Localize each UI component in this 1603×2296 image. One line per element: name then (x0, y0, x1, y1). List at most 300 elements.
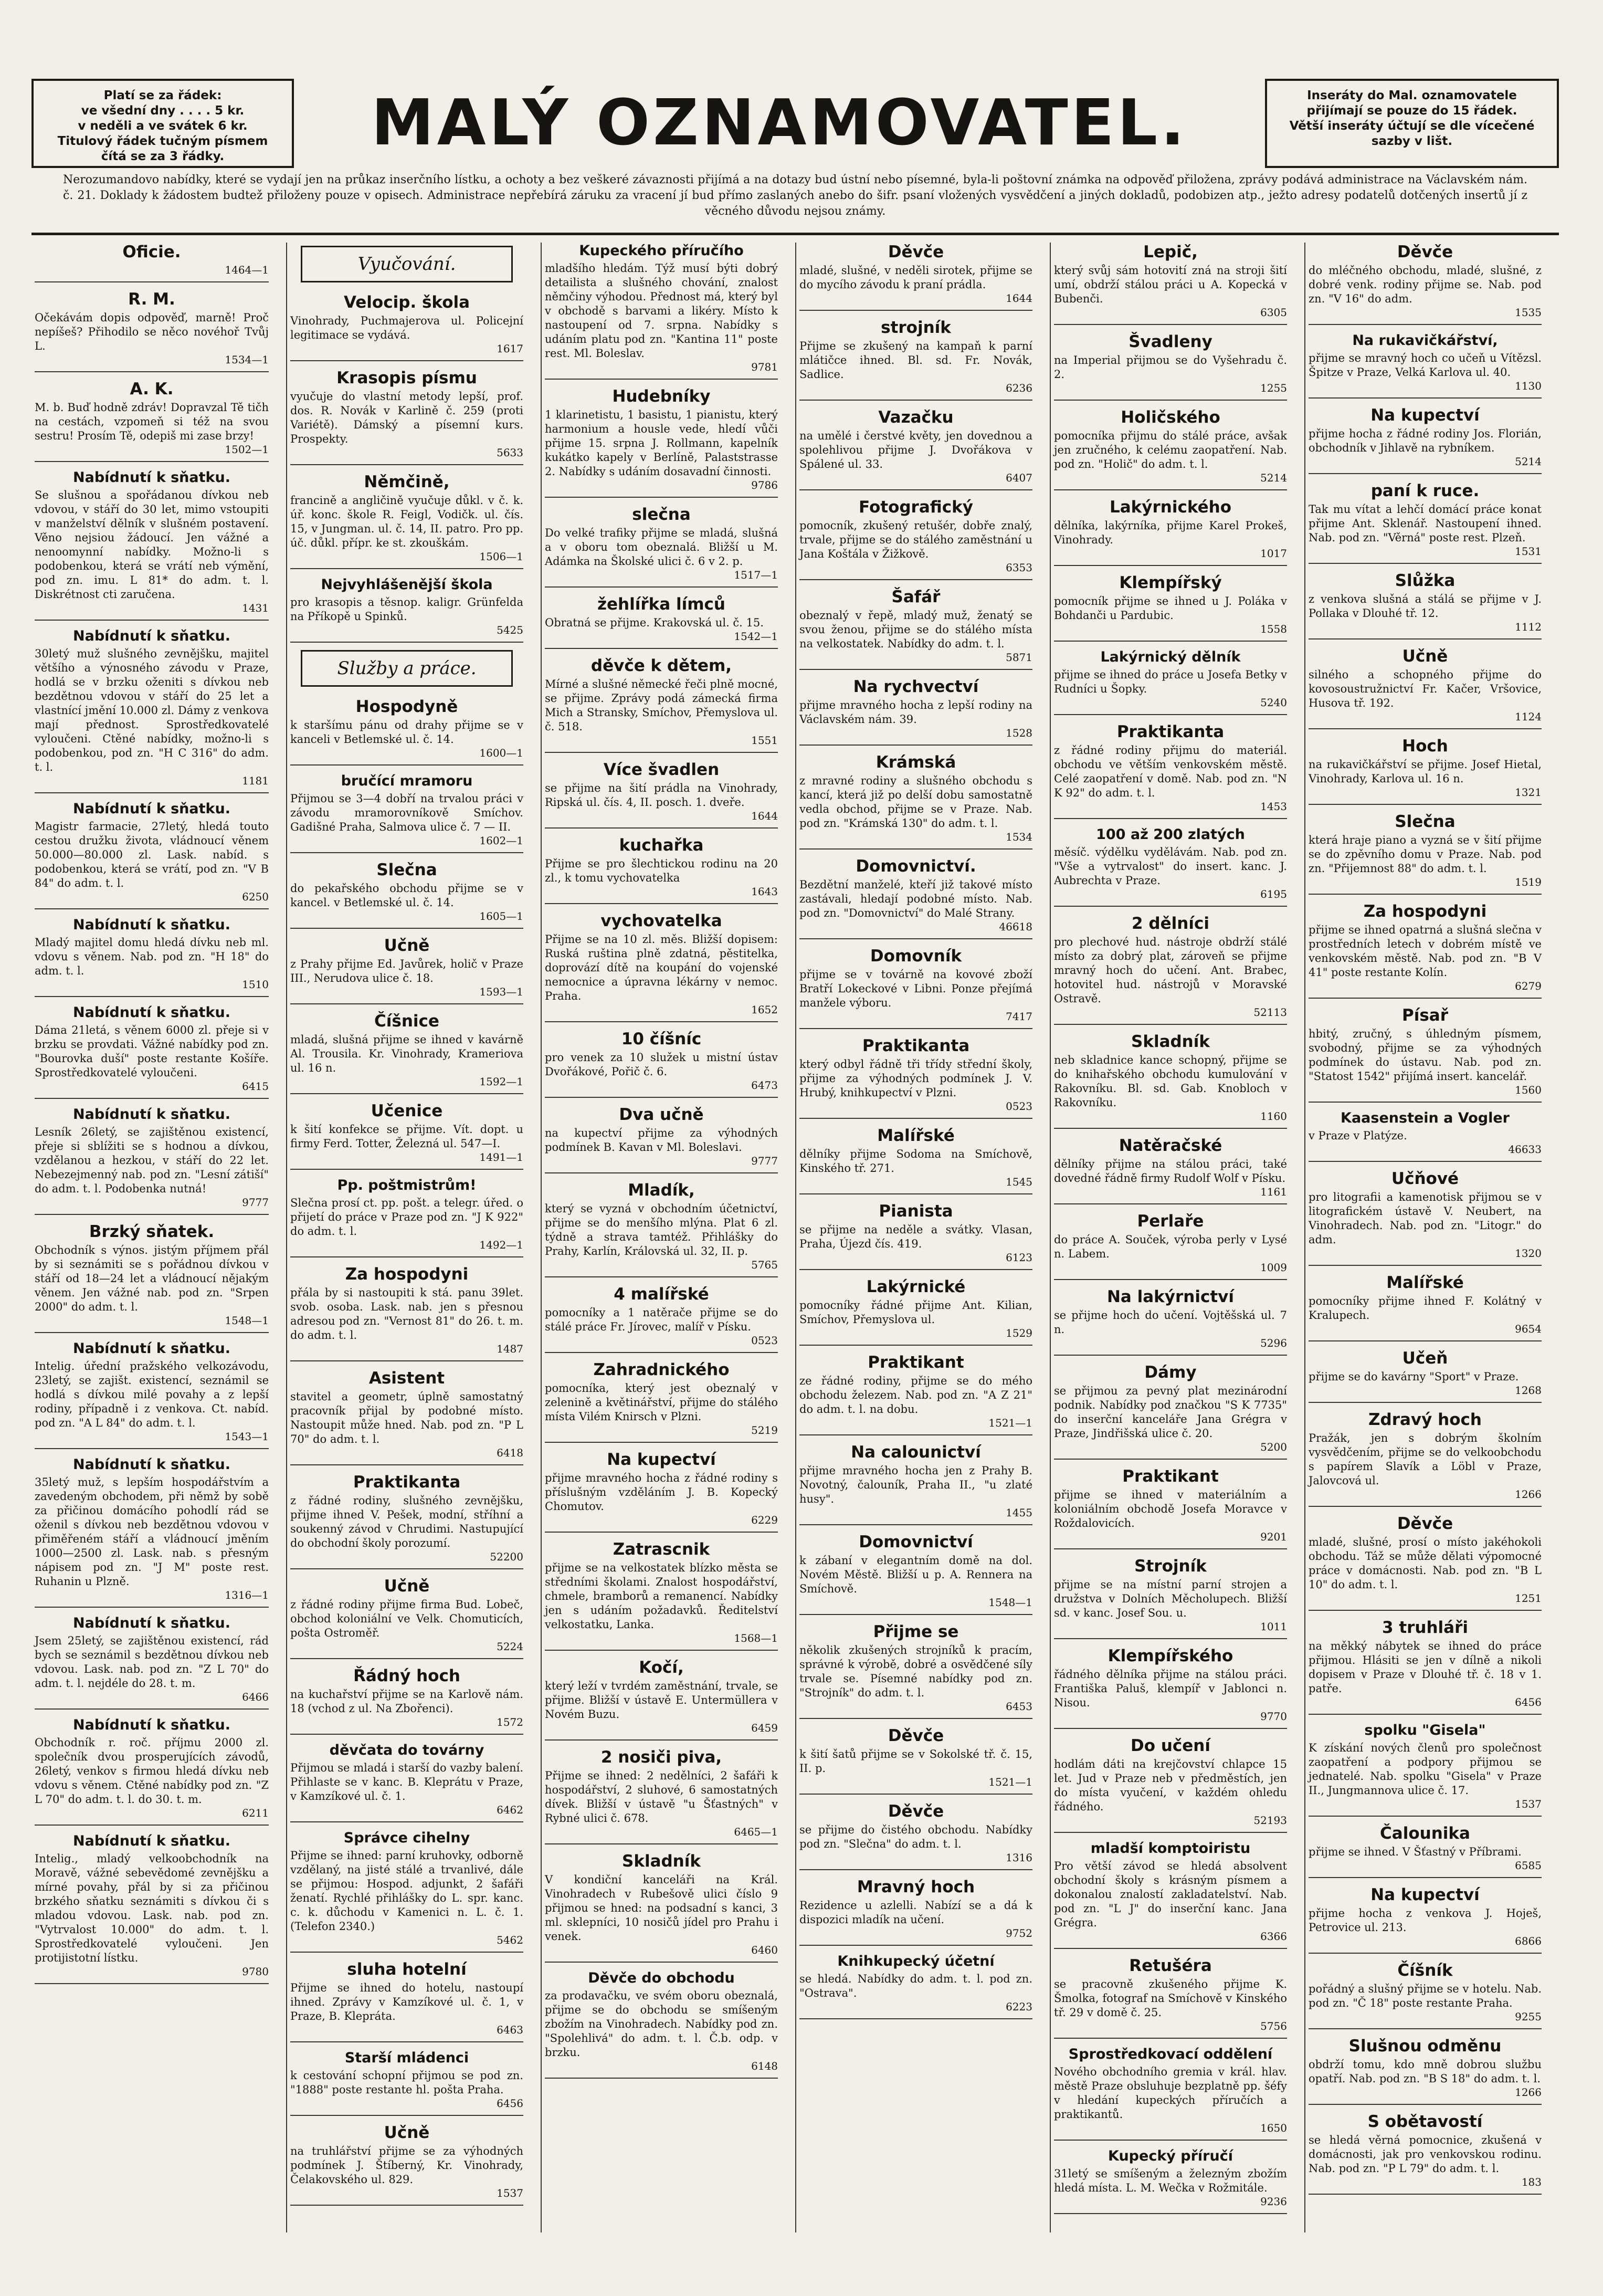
ad-headline: Praktikanta (353, 1473, 461, 1492)
ad-text: mladšího hledám. Týž musí býti dobrý detailista a slušného chování, znalost němčiny výhodou. Přednost má, který byl v obchodě s barvami a likéry. Místo k nastoupení od 7. srpna. Nabídky s udáním platu pod zn. "Kantina 11" poste rest. Ml. Boleslav. (545, 262, 778, 360)
ad-headline: Učňové (1391, 1169, 1459, 1188)
classified-ad (35, 1222, 269, 1333)
ad-number: 6456 (497, 2097, 523, 2110)
ad-text: dělníky přijme Sodoma na Smíchově, Kinského tř. 271. (799, 1148, 1032, 1175)
classified-ad (1054, 498, 1287, 566)
ad-number: 1534—1 (225, 353, 269, 366)
classified-ad (799, 1802, 1032, 1870)
classified-ad (1309, 1722, 1542, 1817)
ad-number: 6148 (751, 2060, 778, 2072)
ad-number: 5214 (1260, 471, 1287, 484)
classified-ad (545, 1450, 778, 1533)
ad-text: Očekávám dopis odpověď, marně! Proč nepíšeš? Přihodilo se něco novéhoř Tvůj L. (35, 311, 269, 352)
classified-ad (799, 588, 1032, 670)
ad-text: pomocníka přijmu do stálé práce, avšak jen zručného, k celému zaopatření. Nab. pod zn. "Holič" do adm. t. l. (1054, 429, 1287, 470)
ad-number: 1506—1 (479, 550, 523, 563)
ad-number: 6462 (497, 1804, 523, 1816)
ad-text: mladé, slušné, v neděli sirotek, přijme se do mycího závodu k praní prádla. (799, 264, 1032, 291)
ad-headline: Hoch (1402, 737, 1448, 756)
classified-ad (35, 1717, 269, 1826)
classified-ad (545, 505, 778, 588)
ad-number: 6465—1 (734, 1826, 778, 1838)
ad-headline: Nabídnutí k sňatku. (73, 1106, 230, 1123)
ad-number: 1487 (497, 1343, 523, 1355)
ad-text: Přijme se pro šlechtickou rodinu na 20 zl., k tomu vychovatelka (545, 857, 778, 884)
ad-number: 1492—1 (479, 1239, 523, 1251)
newspaper-page (31, 79, 1559, 2237)
ad-text: M. b. Buď hodně zdráv! Dopravzal Tě tičh na cestách, vzpomeň si též na svou sestru! Prosím Tě, odepiš mi zase brzy! (35, 401, 269, 442)
classified-ad (545, 1748, 778, 1844)
ad-number: 1011 (1260, 1620, 1287, 1633)
ad-headline: sluha hotelní (347, 1960, 467, 1979)
ad-number: 1548—1 (988, 1596, 1032, 1609)
classified-ad (545, 1658, 778, 1741)
ad-headline: Na rukavičkářství, (1352, 332, 1498, 349)
ad-number: 9752 (1006, 1927, 1032, 1939)
classified-ad (1309, 1110, 1542, 1162)
ad-number: 1521—1 (988, 1776, 1032, 1788)
ad-headline: Zatrascnik (613, 1540, 710, 1559)
ad-text: se hledá věrná pomocnice, zkušená v domácnosti, jak pro venkovskou rodinu. Nab. pod zn. "P L 79" do adm. t. l. (1309, 2134, 1542, 2175)
ad-text: Bezdětní manželé, kteří již takové místo zastávali, hledají podobné místo. Nab. pod zn. "Domovnictví" do Malé Strany. (799, 878, 1032, 919)
column-1 (31, 243, 272, 2232)
ad-headline: Na kupectví (1370, 406, 1480, 425)
ad-headline: Učně (384, 1577, 430, 1596)
ad-text: přijme mravného hocha z řádné rodiny s příslušným vzděláním J. B. Kopecký Chomutov. (545, 1472, 778, 1513)
classified-ad (1054, 1557, 1287, 1639)
ad-text: přijme hocha z řádné rodiny Jos. Florián, obchodník v Jihlavě na rybníkem. (1309, 427, 1542, 454)
ad-headline: 4 malířské (614, 1285, 709, 1304)
ad-text: Pro větší závod se hledá absolvent obchodní školy s krásným písmem a dokonalou znalostí zakladatelství. Nab. pod zn. "L J" do inserční kanc. Jana Grégra. (1054, 1860, 1287, 1929)
ad-headline: Domovník (870, 947, 962, 966)
ad-headline: kuchařka (619, 836, 704, 855)
ad-text: Přijmou se mladá i starší do vazby balení. Přihlaste se v kanc. B. Kleprátu v Praze, v Kamzíkové ul. č. 1. (290, 1762, 523, 1802)
ad-headline: Perlaře (1137, 1212, 1204, 1231)
classified-ad (799, 1726, 1032, 1795)
ad-headline: Skladník (1131, 1032, 1210, 1051)
ad-number: 52193 (1253, 1814, 1287, 1827)
classified-ad (1309, 902, 1542, 999)
classified-ad (545, 656, 778, 753)
ad-text: 1 klarinetistu, 1 basistu, 1 pianistu, který harmonium a housle vede, hledí vůči přijme 15. srpna J. Rollmann, kapelník kukátko kapely v Berlíně, Palaststrasse 2. Nabídky s udáním dosavadní činnosti. (545, 408, 778, 478)
classified-ad (1054, 1136, 1287, 1204)
ad-number: 1161 (1260, 1186, 1287, 1198)
ad-headline: Učenice (371, 1102, 443, 1120)
ad-number: 1650 (1260, 2122, 1287, 2134)
ad-number: 1510 (242, 978, 269, 991)
ad-text: v Praze v Platýze. (1309, 1129, 1407, 1142)
ad-headline: Vazačku (878, 408, 954, 427)
ad-number: 6473 (751, 1079, 778, 1092)
classified-ad (1309, 406, 1542, 474)
ad-headline: Klempířského (1108, 1647, 1233, 1665)
insert-rules-box: Inseráty do Mal. oznamovatele přijímají se pouze do 15 řádek. Větší inseráty účtují se dle vícečené sazby v lišt. (1265, 79, 1559, 168)
classified-ad (1054, 332, 1287, 401)
ad-text: hbitý, zručný, s úhledným písmem, svobodný, přijme se za výhodných podmínek do ústavu. Nab. pod zn. "Statost 1542" přijímá insert. kancelář. (1309, 1028, 1542, 1083)
ad-headline: Asistent (368, 1369, 445, 1388)
classified-ad (1309, 2112, 1542, 2195)
ad-number: 1268 (1515, 1384, 1542, 1397)
ad-headline: Slušnou odměnu (1348, 2037, 1502, 2056)
ad-text: Přijme se na 10 zl. měs. Bližší dopisem: Ruská ruština plně zdatná, pěstitelka, doprovází dítě na koupání do vojenské nemocnice a úpravna lékárny v nemoc. Praha. (545, 933, 778, 1002)
classified-ad (1054, 722, 1287, 819)
ad-text: ze řádné rodiny, přijme se do mého obchodu železem. Nab. pod zn. "A Z 21" do adm. t. l. na dobu. (799, 1375, 1032, 1416)
ad-headline: Praktikant (1122, 1467, 1219, 1486)
ad-text: K získání nových členů pro společnost zaopatření a podpory přijmou se jednatelé. Nab. spolku "Gisela" v Praze II., Jungmannova ulice č. 17. (1309, 1742, 1542, 1797)
ad-headline: Slečna (1395, 812, 1456, 831)
ad-number: 1560 (1515, 1084, 1542, 1096)
ad-text: Vinohrady, Puchmajerova ul. Policejní legitimace se vydává. (290, 314, 523, 341)
classified-ad (545, 1970, 778, 2079)
ad-text: který leží v tvrdém zaměstnání, trvale, se přijme. Bližší v ústavě E. Untermüllera v Novém Buzu. (545, 1680, 778, 1721)
ad-number: 1528 (1006, 727, 1032, 739)
classified-ad (1309, 812, 1542, 895)
classified-ad (799, 753, 1032, 850)
ad-headline: Krámská (876, 753, 956, 772)
classified-ad (290, 576, 523, 643)
ad-text: se přijmou za pevný plat mezinárodní podnik. Nabídky pod značkou "S K 7735" do inserční kanceláře Jana Grégra v Praze, Jindřišská ulice č. 20. (1054, 1385, 1287, 1440)
classified-ad (799, 1277, 1032, 1346)
ad-headline: Nabídnutí k sňatku. (73, 1615, 230, 1631)
ad-headline: Zahradnického (593, 1360, 730, 1379)
ad-text: na kupectví přijme za výhodných podmínek B. Kavan v Ml. Boleslavi. (545, 1127, 778, 1154)
ad-number: 1558 (1260, 623, 1287, 635)
ad-text: dělníky přijme na stálou práci, také dovedné řádně firmy Rudolf Wolf v Písku. (1054, 1158, 1287, 1184)
ad-number: 5462 (497, 1934, 523, 1946)
ad-number: 6366 (1260, 1930, 1287, 1943)
ad-text: přijme se v továrně na kovové zboží Bratří Lokeckové v Libni. Ponze přejímá manžele výboru. (799, 968, 1032, 1009)
ad-number: 1592—1 (479, 1075, 523, 1088)
ad-headline: Lepič, (1143, 243, 1198, 261)
ad-number: 6453 (1006, 1700, 1032, 1713)
ad-headline: Zdravý hoch (1368, 1410, 1482, 1429)
ad-headline: Děvče (1397, 243, 1453, 261)
ad-number: 1453 (1260, 800, 1287, 813)
ad-text: Slečna prosí ct. pp. pošt. a telegr. úřed. o přijetí do práce v Praze pod zn. "J K 922" do adm. t. l. (290, 1197, 523, 1238)
classified-ad (545, 1360, 778, 1443)
classified-ad (1054, 914, 1287, 1025)
classified-ad (290, 1577, 523, 1659)
classified-ad (1309, 1006, 1542, 1103)
ad-text: k zábaní v elegantním domě na dol. Novém Městě. Bližší u p. A. Rennera na Smíchově. (799, 1554, 1032, 1595)
ad-number: 9236 (1260, 2195, 1287, 2208)
classified-ad (1309, 1514, 1542, 1611)
classified-ad (1309, 1410, 1542, 1507)
classified-ad (1054, 1363, 1287, 1460)
ad-headline: Na lakýrnictví (1106, 1287, 1235, 1306)
classified-ad (1309, 243, 1542, 325)
ad-text: 35letý muž, s lepším hospodářstvím a zavedeným obchodem, při němž by sobě za přičinou domácího pohodlí rád se oženil s dívkou neb bezdětnou vdovou v přiměřeném stáří a vládnoucí jměním 1000—2500 zl. Lask. nab. s přesným nápisem pod zn. "J M" poste rest. Ruhanin u Plzně. (35, 1476, 269, 1588)
ad-headline: Na kupectví (607, 1450, 716, 1469)
ad-headline: Skladník (622, 1852, 701, 1871)
ad-headline: Nabídnutí k sňatku. (73, 469, 230, 486)
ad-text: na truhlářství přijme se za výhodných podmínek J. Štíberný, Kr. Vinohrady, Čelakovského ul. 829. (290, 2145, 523, 2186)
ad-number: 52200 (490, 1550, 523, 1563)
ad-number: 6211 (242, 1807, 269, 1819)
ad-headline: Na kupectví (1370, 1885, 1480, 1904)
ad-headline: Praktikant (868, 1353, 964, 1372)
ad-headline: Nabídnutí k sňatku. (73, 1456, 230, 1473)
ad-text: který se vyzná v obchodním účetnictví, přijme se do menšího mlýna. Plat 6 zl. týdně a strava tamtéž. Přihlášky do Prahy, Karlín, Královská ul. 32, II. p. (545, 1202, 778, 1257)
classified-ad (1309, 2037, 1542, 2105)
classified-ad (1054, 408, 1287, 490)
classified-ad (545, 1030, 778, 1098)
ad-headline: mladší komptoiristu (1090, 1840, 1251, 1857)
ad-text: Magistr farmacie, 27letý, hledá touto cestou družku života, vládnoucí věnem 50.000—80.000 zl. Lask. nabíd. s podobenkou, která se vrátí, pod zn. "V B 84" do adm. t. l. (35, 820, 269, 889)
ad-text: hodlám dáti na krejčovství chlapce 15 let. Jud v Praze neb v předměstích, jen do místa vyučení, v každém ohledu řádného. (1054, 1758, 1287, 1813)
ad-text: V kondiční kanceláři na Král. Vinohradech v Rubešově ulici číslo 9 přijmou se hned: na podsadní s kanci, 3 ml. sklepníci, 10 nosičů jídel pro Prahu i venek. (545, 1873, 778, 1943)
ad-number: 1491—1 (479, 1151, 523, 1163)
classified-ad (1309, 1273, 1542, 1341)
ad-number: 6229 (751, 1514, 778, 1526)
classified-ad (799, 408, 1032, 490)
classified-ad (1309, 1961, 1542, 2029)
ad-text: za prodavačku, ve svém oboru obeznalá, přijme se do obchodu se smíšeným zbožím na Vinohradech. Nabídky pod zn. "Spolehlivá" do adm. t. l. Č.b. odp. v brzku. (545, 1989, 778, 2059)
classified-ad (1309, 1885, 1542, 1954)
ad-number: 5200 (1260, 1441, 1287, 1453)
ad-number: 6585 (1515, 1859, 1542, 1872)
ad-number: 1455 (1006, 1506, 1032, 1519)
ad-number: 1545 (1006, 1176, 1032, 1188)
classified-ad (290, 861, 523, 929)
classified-ad (799, 1126, 1032, 1194)
ad-number: 5633 (497, 446, 523, 459)
ad-text: do mléčného obchodu, mladé, slušné, z dobré venk. rodiny přijme se. Nab. pod zn. "V 16" do adm. (1309, 264, 1542, 305)
ad-text: z řádné rodiny přijmu do materiál. obchodu ve větším venkovském městě. Celé zaopatření v domě. Nab. pod zn. "N K 92" do adm. t. l. (1054, 744, 1287, 799)
ad-number: 9654 (1515, 1323, 1542, 1335)
ad-headline: R. M. (128, 290, 175, 309)
classified-ad (545, 1285, 778, 1353)
ad-number: 5219 (751, 1424, 778, 1437)
ad-text: přijme se ihned opatrná a slušná slečna v prostředních letech v dobrém místě ve venkovském městě. Nab. pod zn. "B V 41" poste restante Kolín. (1309, 924, 1542, 979)
ad-text: se přijme hoch do učení. Vojtěšská ul. 7 n. (1054, 1309, 1287, 1336)
classified-ad (799, 1533, 1032, 1615)
ad-number: 1316—1 (225, 1589, 269, 1601)
ad-headline: Nabídnutí k sňatku. (73, 1833, 230, 1849)
ad-number: 0523 (1006, 1100, 1032, 1113)
classified-ad (290, 473, 523, 569)
ad-headline: Děvče (1397, 1514, 1453, 1533)
classified-ad (545, 760, 778, 829)
ad-number: 0523 (751, 1334, 778, 1347)
ad-number: 1542—1 (734, 630, 778, 643)
classified-ad (290, 936, 523, 1004)
classified-ad (290, 1742, 523, 1822)
ad-number: 6279 (1515, 980, 1542, 992)
ad-text: z venkova slušná a stálá se přijme v J. Pollaka v Dlouhé tř. 12. (1309, 593, 1542, 620)
ad-text: Přijme se ihned: 2 nedělníci, 2 šafáři k hospodářství, 2 sluhové, 6 samostatných dívek. Bližší v ústavě "u Šťastných" v Rybné ulici č. 678. (545, 1769, 778, 1825)
ad-number: 1517—1 (734, 569, 778, 581)
ad-text: přijme se mravný hoch co učeň u Vítězsl. Špitze v Praze, Velká Karlova ul. 40. (1309, 352, 1542, 379)
ad-number: 9201 (1260, 1530, 1287, 1543)
classified-ad (799, 947, 1032, 1029)
ad-text: Intelig. úřední pražského velkozávodu, 23letý, se zajišt. existencí, seznámil se hodlá s dívkou milé povahy a z lepší rodiny, případně i z venkova. Ct. nabíd. pod zn. "A L 84" do adm. t. l. (35, 1360, 269, 1429)
ad-number: 1130 (1515, 380, 1542, 392)
ad-headline: 10 číšníc (621, 1030, 702, 1049)
ad-headline: Oficie. (122, 243, 181, 261)
ad-headline: Učně (1402, 647, 1448, 666)
ad-number: 1602—1 (479, 834, 523, 847)
ad-headline: Řádný hoch (353, 1666, 460, 1685)
ad-headline: Nabídnutí k sňatku. (73, 1340, 230, 1357)
ad-text: přijme se na místní parní strojen a družstva v Dolních Měcholupech. Bližší sd. v kanc. Josef Sou. u. (1054, 1578, 1287, 1619)
ad-text: obeznalý v řepě, mladý muž, ženatý se svou ženou, přijme se do stálého místa na velkostatek. Nabídky do adm. t. l. (799, 609, 1032, 650)
ad-headline: Děvče do obchodu (588, 1970, 735, 1986)
ad-number: 1535 (1515, 306, 1542, 319)
ad-headline: Praktikanta (862, 1036, 970, 1055)
ad-text: Mírné a slušné německé řeči plně mocné, se přijme. Zprávy podá zámecká firma Mich a Stransky, Smíchov, Přemyslova ul. č. 518. (545, 678, 778, 733)
classified-ad (35, 243, 269, 282)
ad-number: 1568—1 (734, 1632, 778, 1644)
ad-number: 1548—1 (225, 1314, 269, 1327)
ad-headline: Učně (384, 2123, 430, 2142)
ad-headline: Sprostředkovací oddělení (1068, 2046, 1273, 2062)
ad-headline: spolku "Gisela" (1364, 1722, 1486, 1738)
ad-text: který odbyl řádně tři třídy střední školy, přijme za výhodných podmínek J. V. Hrubý, knihkupectví v Plzni. (799, 1058, 1032, 1099)
ad-headline: slečna (632, 505, 691, 524)
classified-ad (545, 595, 778, 649)
ad-headline: A. K. (130, 380, 174, 399)
classified-ad (1309, 1349, 1542, 1403)
ad-number: 1009 (1260, 1261, 1287, 1274)
ad-number: 6407 (1006, 471, 1032, 484)
ad-text: Rezidence u azlelli. Nabízí se a dá k dispozici mladík na učení. (799, 1899, 1032, 1926)
ad-number: 52113 (1253, 1006, 1287, 1019)
ad-text: na kuchařství přijme se na Karlově nám. 18 (vchod z ul. Na Zbořenci). (290, 1688, 523, 1715)
ad-text: Tak mu vítat a lehčí domácí práce konat přijme Ant. Sklenář. Nastoupení ihned. Nab. pod zn. "Věrná" poste rest. Plzeň. (1309, 503, 1542, 544)
ad-headline: Učně (384, 936, 430, 955)
ad-number: 6123 (1006, 1251, 1032, 1264)
ad-headline: Strojník (1134, 1557, 1207, 1576)
ad-headline: 2 dělníci (1132, 914, 1209, 933)
column-3 (541, 243, 781, 2232)
ad-number: 5224 (497, 1640, 523, 1653)
classified-columns (31, 243, 1559, 2232)
classified-ad (290, 369, 523, 465)
ad-text: přijme se ihned v materiálním a koloniálním obchodě Josefa Moravce v Roždalovicích. (1054, 1488, 1287, 1529)
ad-headline: Kupecký příručí (1108, 2148, 1233, 2164)
ad-text: přijme se ihned. V Šťastný v Příbrami. (1309, 1846, 1522, 1858)
classified-ad (1054, 1840, 1287, 1949)
ad-number: 5871 (1006, 651, 1032, 664)
ad-text: Jsem 25letý, se zajištěnou existencí, rád bych se seznámil s bezdětnou dívkou neb vdovou. Lask. nab. pod zn. "Z L 70" do adm. t. l. nejdéle do 28. t. m. (35, 1634, 269, 1690)
ad-headline: Nabídnutí k sňatku. (73, 628, 230, 644)
ad-headline: Pianista (879, 1202, 953, 1221)
ad-text: přijme se na velkostatek blízko města se středními školami. Znalost hospodářství, chmele, bramborů a remanencí. Nabídky jen s udáním požadavků. Ředitelství velkostatku, Lanka. (545, 1561, 778, 1631)
ad-text: na umělé i čerstvé květy, jen dovednou a spolehlivou přijme J. Dvořákova v Spálené ul. 33. (799, 429, 1032, 470)
ad-text: francině a angličině vyučuje důkl. v č. k. úř. konc. škole R. Feigl, Vodičk. ul. čís. 15, v Jungman. ul. č. 14, II. patro. Pro pp. úč. důkl. přípr. ke st. zkouškám. (290, 494, 523, 549)
ad-headline: Praktikanta (1116, 722, 1225, 741)
ad-headline: vychovatelka (600, 911, 722, 930)
ad-number: 5240 (1260, 696, 1287, 709)
ad-text: do práce A. Souček, výroba perly v Lysé n. Labem. (1054, 1233, 1287, 1260)
column-4 (795, 243, 1036, 2232)
ad-text: mladé, slušné, prosí o místo jakéhokoli obchodu. Táž se může dělati výpomocné práce v domácnosti. Nab. pod zn. "B L 10" do adm. t. l. (1309, 1536, 1542, 1591)
ad-headline: Kupeckého příručího (579, 243, 744, 259)
classified-ad (35, 1615, 269, 1710)
ad-text: mladá, slušná přijme se ihned v kavárně Al. Trousila. Kr. Vinohrady, Krameriova ul. 16 n. (290, 1033, 523, 1074)
ad-text: pro plechové hud. nástroje obdrží stálé místo za dobrý plat, zároveň se přijme mravný hoch do učení. Ant. Brabec, hotovitel hud. nástrojů v Moravské Ostravě. (1054, 936, 1287, 1005)
classified-ad (545, 1105, 778, 1173)
ad-text: Přijme se ihned do hotelu, nastoupí ihned. Zprávy v Kamzíkové ul. č. 1, v Praze, B. Klepráta. (290, 1982, 523, 2022)
ad-headline: Učeň (1402, 1349, 1448, 1368)
ad-text: Obchodník s výnos. jistým příjmem přál by si seznámiti se s pořádnou dívkou v stáří od 18—24 let a vládnoucí nějakým věnem. Jen vážné nab. pod zn. "Srpen 2000" do adm. t. l. (35, 1244, 269, 1313)
classified-ad (799, 1036, 1032, 1119)
ad-text: přijme mravného hocha z lepší rodiny na Václavském nám. 39. (799, 699, 1032, 726)
ad-headline: Přijme se (873, 1622, 959, 1641)
ad-headline: Mravný hoch (857, 1878, 975, 1896)
ad-number: 5765 (751, 1259, 778, 1271)
ad-headline: Velocip. škola (343, 293, 470, 312)
ad-headline: Písař (1401, 1006, 1448, 1025)
ad-text: na Imperial přijmou se do Vyšehradu č. 2. (1054, 354, 1287, 381)
ad-number: 183 (1521, 2176, 1542, 2188)
ad-headline: Krasopis písmu (336, 369, 477, 387)
ad-headline: Malířské (1386, 1273, 1464, 1292)
ad-headline: Číšník (1397, 1961, 1453, 1980)
ad-headline: strojník (881, 318, 951, 337)
ad-text: k staršímu pánu od drahy přijme se v kanceli v Betlemské ul. č. 14. (290, 719, 523, 746)
ad-text: z Prahy přijme Ed. Javůrek, holič v Praze III., Nerudova ulice č. 18. (290, 958, 523, 984)
ad-number: 1644 (1006, 292, 1032, 305)
classified-ad (35, 290, 269, 372)
ad-headline: Kaasenstein a Vogler (1341, 1110, 1510, 1126)
ad-headline: bručící mramoru (341, 773, 473, 789)
ad-headline: Číšnice (374, 1012, 439, 1031)
ad-number: 46618 (999, 920, 1032, 933)
ad-text: z řádné rodiny, slušného zevnějšku, přijme ihned V. Pešek, modní, stříhní a soukenný závod v Chrudimi. Nastupující do obchodní školy porozumí. (290, 1494, 523, 1549)
ad-number: 1534 (1006, 831, 1032, 843)
ad-headline: Nabídnutí k sňatku. (73, 801, 230, 817)
ad-text: Nového obchodního gremia v král. hlav. městě Praze obsluhuje bezplatně pp. šéfy v hledání kupeckých příručích a praktikantů. (1054, 2066, 1287, 2121)
classified-ad (290, 1177, 523, 1257)
classified-ad (799, 243, 1032, 311)
classified-ad (35, 1106, 269, 1215)
ad-text: k cestování schopní přijmou se pod zn. "1888" poste restante hl. pošta Praha. (290, 2069, 523, 2096)
ad-number: 1431 (242, 602, 269, 614)
column-2 (286, 243, 526, 2232)
classified-ad (35, 469, 269, 621)
ad-number: 6463 (497, 2024, 523, 2036)
ad-number: 1537 (497, 2187, 523, 2199)
ad-headline: Pp. poštmistrům! (337, 1177, 477, 1193)
classified-ad (35, 1004, 269, 1099)
ad-text: se přijme do čistého obchodu. Nabídky pod zn. "Slečna" do adm. t. l. (799, 1823, 1032, 1850)
ad-text: Přijme se ihned: parní kruhovky, odborně vzdělaný, na jisté stálé a trvanlivé, dále se přijmou: Hospod. adjunkt, 2 šafáři ženatí. Rychlé přihlášky do L. spr. kanc. c. k. důchodu v Kamenici n. L. č. 1. (Telefon 2340.) (290, 1849, 523, 1933)
classified-ad (1309, 1618, 1542, 1715)
classified-ad (799, 318, 1032, 401)
ad-headline: Švadleny (1129, 332, 1212, 351)
ad-number: 7417 (1006, 1010, 1032, 1023)
ad-text: pro venek za 10 služek u mistní ústav Dvořákové, Pořič č. 6. (545, 1051, 778, 1078)
ad-text: stavitel a geometr, úplně samostatný pracovník přijal by podobné místo. Nastoupit může hned. Nab. pod zn. "P L 70" do adm. t. l. (290, 1390, 523, 1445)
ad-text: řádného dělníka přijme na stálou práci. Františka Paluš, klempíř v Jablonci n. Nisou. (1054, 1668, 1287, 1709)
ad-number: 6353 (1006, 561, 1032, 574)
section-heading: Vyučování. (301, 246, 513, 282)
ad-text: silného a schopného přijme do kovosoustružnictví Fr. Kačer, Vršovice, Husova tř. 192. (1309, 668, 1542, 709)
classified-ad (799, 1443, 1032, 1525)
ad-number: 1593—1 (479, 986, 523, 998)
ad-headline: Za hospodyni (1363, 902, 1487, 921)
ad-text: která hraje piano a vyzná se v šití přijme se do zpěvního domu v Praze. Nab. pod zn. "Přijemnost 88" do adm. t. l. (1309, 834, 1542, 875)
ad-number: 1464—1 (225, 264, 269, 276)
ad-number: 1502—1 (225, 443, 269, 456)
ad-headline: Děvče (888, 1726, 944, 1745)
ad-headline: Na calounictví (851, 1443, 981, 1462)
ad-number: 6456 (1515, 1696, 1542, 1708)
ad-number: 1572 (497, 1716, 523, 1728)
classified-ad (290, 1666, 523, 1735)
